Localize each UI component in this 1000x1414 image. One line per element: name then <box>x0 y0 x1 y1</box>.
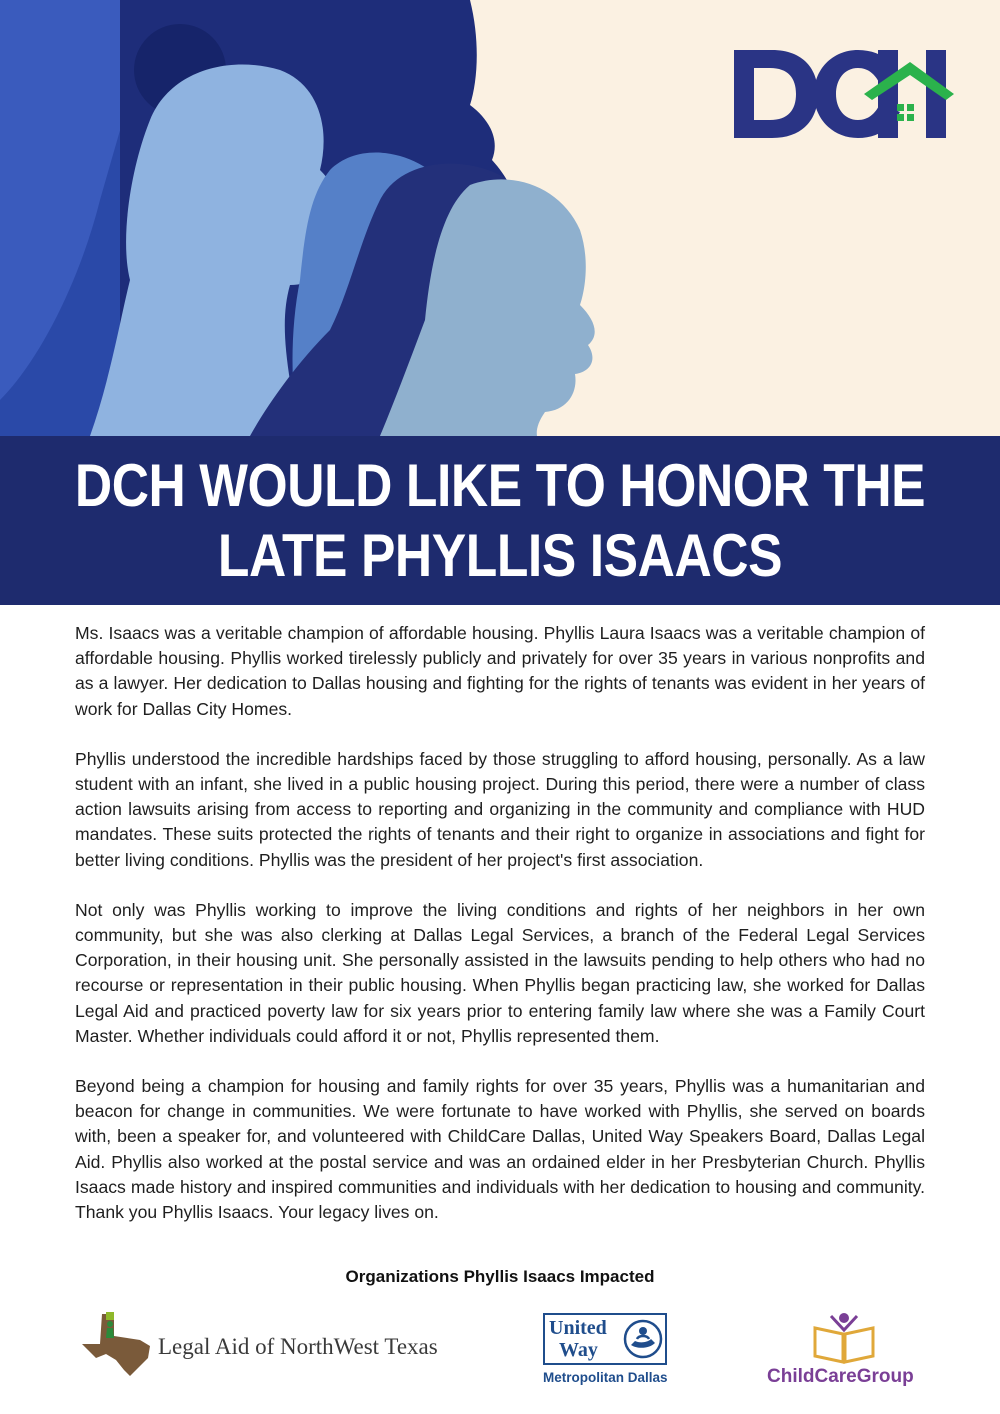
united-way-word-2: Way <box>559 1339 598 1361</box>
united-way-box <box>543 1313 667 1365</box>
legal-aid-logo <box>80 1310 460 1380</box>
united-way-logo <box>543 1313 673 1389</box>
united-way-word-1: United <box>549 1317 607 1339</box>
texas-map-icon <box>80 1310 156 1380</box>
legal-aid-name: Legal Aid of NorthWest Texas <box>158 1334 438 1359</box>
paragraph: Ms. Isaacs was a veritable champion of affordable housing. Phyllis Laura Isaacs was a veritable champion of affordable housing. Phyllis worked tirelessly publicly and privately for over 35 years in various nonprofits and as a lawyer. Her dedication to Dallas housing and fighting for the rights of tenants was evident in her years of work for Dallas City Homes. <box>75 623 925 719</box>
paragraph: Phyllis understood the incredible hardships faced by those struggling to afford housing, personally. As a law student with an infant, she lived in a public housing project. During this period, there were a number of class action lawsuits arising from access to reporting and organizing in the community and compliance with HUD mandates. These suits protected the rights of tenants and their right to organize in associations and fight for better living conditions. Phyllis was the president of her project's first association. <box>75 748 925 870</box>
paragraph: Beyond being a champion for housing and family rights for over 35 years, Phyllis was a humanitarian and beacon for change in communities. We were fortunate to have worked with Phyllis, she served on boards with, been a speaker for, and volunteered with ChildCare Dallas, United Way Speakers Board, Dallas Legal Aid. Phyllis also worked at the postal service and was an ordained elder in her Presbyterian Church. Phyllis Isaacs made history and inspired communities and individuals with her dedication to housing and community. Thank you Phyllis Isaacs. Your legacy lives on. <box>75 1076 925 1223</box>
hero-illustration <box>0 0 1000 436</box>
united-way-subtitle: Metropolitan Dallas <box>543 1370 668 1385</box>
childcare-group-name: ChildCareGroup <box>767 1366 914 1387</box>
childcare-group-logo <box>765 1310 925 1390</box>
dch-logo-mark <box>732 42 954 142</box>
title-banner <box>0 436 1000 605</box>
page-title <box>70 451 930 591</box>
organizations-heading: Organizations Phyllis Isaacs Impacted <box>345 1267 655 1286</box>
open-book-person-icon <box>809 1310 879 1366</box>
paragraph: Not only was Phyllis working to improve the living conditions and rights of her neighbors in her own community, but she was also clerking at Dallas Legal Services, a branch of the Federal Legal Services Corporation, in their housing unit. She personally assisted in the lawsuits pending to help others who had no recourse or representation in their public housing. When Phyllis began practicing law, she worked for Dallas Legal Aid and practiced poverty law for six years prior to entering family law where she was a Family Court Master. Whether individuals could afford it or not, Phyllis represented them. <box>75 899 925 1046</box>
united-way-hand-icon <box>623 1319 663 1359</box>
title-line-2: LATE PHYLLIS ISAACS <box>217 521 783 589</box>
tribute-body <box>75 621 925 1250</box>
dch-logo <box>732 42 954 142</box>
title-line-1: DCH WOULD LIKE TO HONOR THE <box>74 451 926 519</box>
